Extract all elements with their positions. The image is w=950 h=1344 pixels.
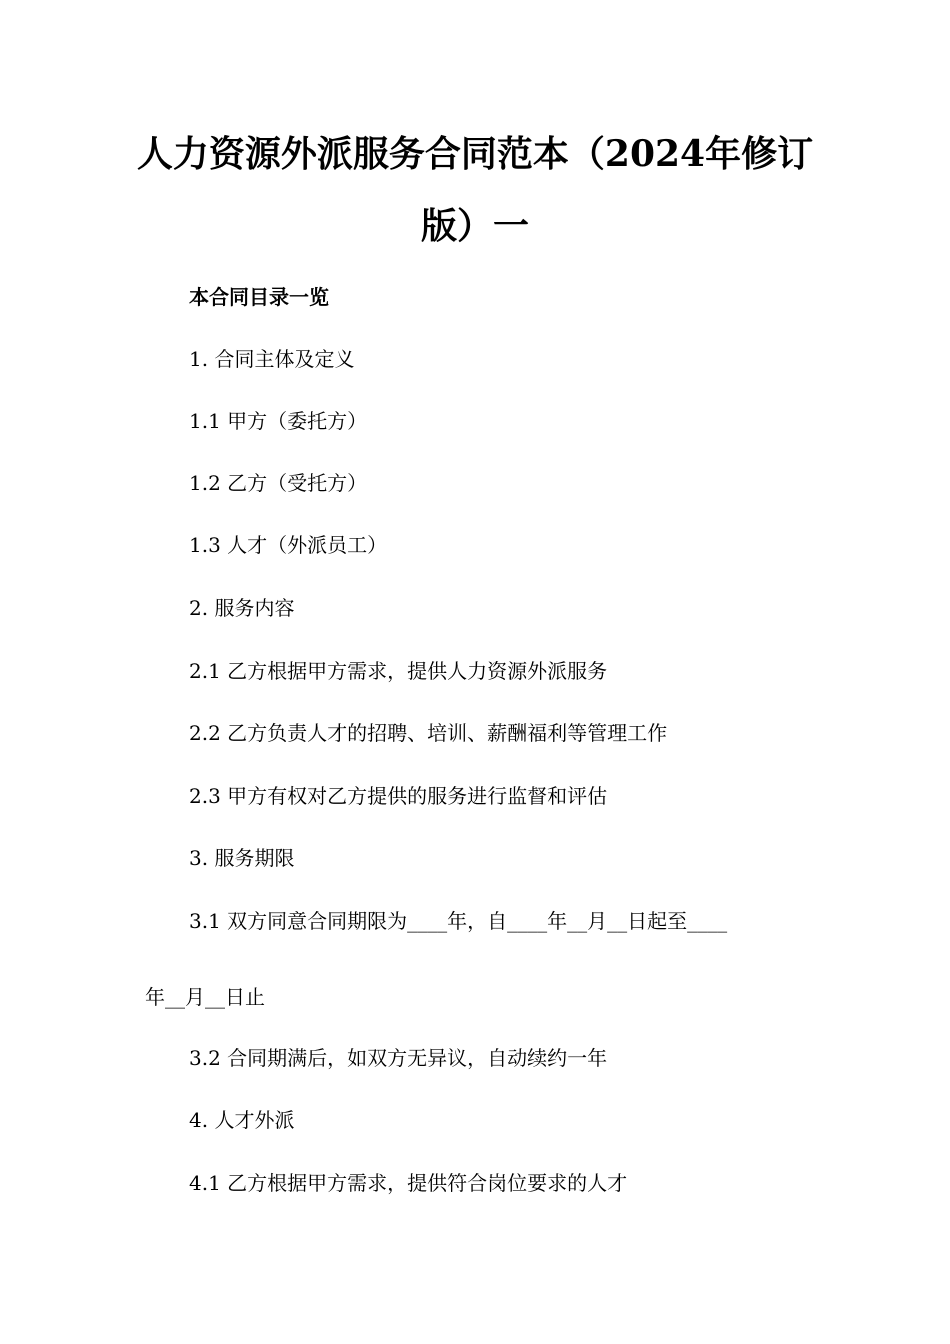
toc-item: 1. 合同主体及定义 <box>189 347 355 371</box>
toc-item: 3.1 双方同意合同期限为____年，自____年__月__日起至____ <box>189 909 728 933</box>
toc-item: 2.1 乙方根据甲方需求，提供人力资源外派服务 <box>189 659 608 683</box>
toc-item: 1.1 甲方（委托方） <box>189 409 368 433</box>
toc-item: 3.2 合同期满后，如双方无异议，自动续约一年 <box>189 1046 608 1070</box>
toc-item: 4.1 乙方根据甲方需求，提供符合岗位要求的人才 <box>189 1171 628 1195</box>
toc-item: 1.2 乙方（受托方） <box>189 471 368 495</box>
toc-item: 2. 服务内容 <box>189 596 295 620</box>
toc-item: 1.3 人才（外派员工） <box>189 533 388 557</box>
toc-item: 3. 服务期限 <box>189 846 295 870</box>
toc-item: 2.2 乙方负责人才的招聘、培训、薪酬福利等管理工作 <box>189 721 668 745</box>
toc-item: 4. 人才外派 <box>189 1108 295 1132</box>
toc-item: 2.3 甲方有权对乙方提供的服务进行监督和评估 <box>189 784 608 808</box>
toc-heading: 本合同目录一览 <box>189 285 329 309</box>
toc-item-continuation: 年__月__日止 <box>145 985 265 1009</box>
document-title-line-1: 人力资源外派服务合同范本（2024年修订 <box>136 133 814 175</box>
document-title-line-2: 版）一 <box>420 205 529 247</box>
